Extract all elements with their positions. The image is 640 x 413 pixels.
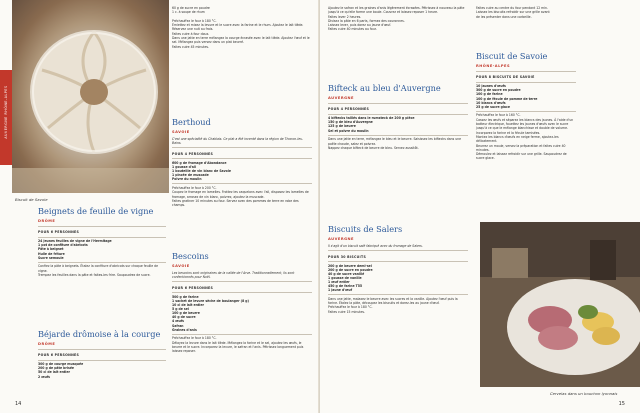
recipe-region: AUVERGNE xyxy=(328,95,355,100)
left-photo-caption: Biscuit de Savoie xyxy=(15,197,48,202)
recipe-title: Berthoud xyxy=(172,117,211,127)
ingredients-list: 300 g de courge musquée 200 g de pâte brisée 50 cl de lait entier 2 œufs xyxy=(38,362,84,379)
recipe-steps: Confiez la pâte à beignets. Étalez la confiture d'abricots sur chaque feuille de vigne. Trempez les feuilles dans la pâte et faites-les frire. Saupoudrez de sucre. xyxy=(38,264,159,277)
recipe-region: SAVOIE xyxy=(172,263,190,268)
recipe-steps: Préchauffez le four à 180 °C. Délayez la levure dans le lait tiède. Mélangez la farine et le sel, ajoutez les œufs, le beurre et le sucre. Incorporez la levure, le safran et l'anis. Pétrissez longuement puis laissez reposer. xyxy=(172,336,304,354)
ingredients-heading: POUR 8 BISCUITS DE SAVOIE xyxy=(476,75,535,80)
recipe-intro: Il s'agit d'un biscuit salé fabriqué avec du fromage de Salers. xyxy=(328,243,423,248)
column-e-top xyxy=(476,6,551,21)
ingredients-list: 500 g de farine 1 sachet de levure sèche de boulanger (8 g) 10 cl de lait entier 5 g de sel 100 g de beurre 40 g de sucre 4 œufs Safran Graines d'anis xyxy=(172,294,249,332)
bejarde-recipe xyxy=(38,330,166,379)
beignets-recipe xyxy=(38,207,166,279)
divider xyxy=(328,103,468,104)
right-page xyxy=(320,0,640,413)
recipe-region: RHÔNE-ALPES xyxy=(476,63,511,68)
biscuit-savoie-recipe xyxy=(476,52,576,163)
ingredients-heading: POUR 6 PERSONNES xyxy=(172,285,214,290)
recipe-steps: Préchauffez le four à 200 °C. Coupez le fromage en lamelles. Frottez les caquelons avec l'ail, disposez les lamelles de fromage, arrosez de vin blanc, poivrez, ajoutez la muscade. Faites gratiner 10 minutes au four. Servez avec des pommes de terre en robe des champs. xyxy=(172,185,309,208)
bifteck-recipe xyxy=(328,84,468,152)
recipe-region: AUVERGNE xyxy=(328,236,355,241)
biscuits-salers-recipe xyxy=(328,225,468,316)
ingredients-heading: POUR 30 BISCUITS xyxy=(328,254,367,259)
divider xyxy=(172,334,312,335)
divider xyxy=(172,183,312,184)
divider xyxy=(476,71,576,72)
divider xyxy=(328,114,468,115)
ingredients-heading: POUR 4 PERSONNES xyxy=(328,107,370,112)
column-c-top xyxy=(328,6,468,34)
recipe-title: Beignets de feuille de vigne xyxy=(38,206,154,216)
divider xyxy=(328,261,468,262)
divider xyxy=(476,82,576,83)
divider xyxy=(172,292,312,293)
berthoud-recipe xyxy=(172,118,312,209)
page-number-left: 14 xyxy=(15,401,22,407)
recipe-title: Bifteck au bleu d'Auvergne xyxy=(328,83,441,93)
divider xyxy=(328,294,468,295)
recipe-title: Biscuits de Salers xyxy=(328,224,403,234)
divider xyxy=(38,237,166,238)
recipe-region: DRÔME xyxy=(38,218,56,223)
ingredients-list: 200 g de beurre demi-sel 200 g de sucre en poudre 40 g de sucre vanillé 1 gousse de vanille 1 œuf entier 450 g de farine T55 1 jaune d'œuf xyxy=(328,263,373,293)
divider xyxy=(172,281,312,282)
ingredients-heading: POUR 4 PERSONNES xyxy=(172,151,214,156)
recipe-title: Béjarde drômoise à la courge xyxy=(38,329,161,339)
column-a-top xyxy=(172,6,312,51)
recipe-steps: Dans une jatte, malaxez le beurre avec les sucres et la vanille. Ajoutez l'œuf puis la farine. Étalez la pâte, découpez les biscuits et dorez-les au jaune d'œuf. Préchauffez le four à 180 °C. Faites cuire 15 minutes. xyxy=(328,296,458,314)
right-photo-caption: Cervelas dans un bouchon lyonnais xyxy=(550,391,618,396)
recipe-region: DRÔME xyxy=(38,341,56,346)
cake-illustration xyxy=(12,0,169,193)
recipe-intro: C'est une spécialité du Chablais. Ce plat a été inventé dans la région de Thonon-les-Bains. xyxy=(172,136,303,146)
divider xyxy=(38,262,166,263)
recipe-title: Biscuit de Savoie xyxy=(476,51,548,61)
cervelas-photo xyxy=(480,222,640,387)
ingredients-list: 10 jaunes d'œufs 300 g de sucre en poudre 100 g de farine 100 g de fécule de pomme de terre 10 blancs d'œufs 25 g de sucre glace xyxy=(476,84,538,109)
side-tab-label: AUVERGNE RHÔNE-ALPES xyxy=(4,85,8,139)
bejarde-continued-text: 60 g de sucre en poudre 1 c. à soupe de rhum Préchauffez le four à 180 °C. Émiettez et mixez la levure et le sucre avec la farine et le rhum. Ajoutez le lait tiède. Réservez une nuit au frais. Faites cuire à four doux. Dans une jatte en terre mélangez la courge écrasée avec le lait tiède. Ajoutez l'œuf et le sel. Mélangez puis versez dans un plat beurré. Faites cuire 45 minutes. xyxy=(172,6,310,49)
cervelas-illustration xyxy=(480,222,640,387)
ingredients-heading: POUR 6 PERSONNES xyxy=(38,230,80,235)
ingredients-list: 4 biftecks taillés dans le rumsteck de 200 g pièce 150 g de bleu d'Auvergne 125 g de beurre Sel et poivre du moulin xyxy=(328,116,415,133)
region-side-tab xyxy=(0,70,12,165)
recipe-intro: Les bescoins sont originaires de la vallée de l'Arve. Traditionnellement, ils sont confectionnés pour Noël. xyxy=(172,270,295,280)
ingredients-list: 600 g de fromage d'Abondance 1 gousse d'ail 1 bouteille de vin blanc de Savoie 1 pincée de muscade Poivre du moulin xyxy=(172,160,231,182)
divider xyxy=(172,158,312,159)
bescoins-recipe xyxy=(172,252,312,356)
divider xyxy=(328,250,468,251)
page-number-right: 15 xyxy=(618,401,625,407)
recipe-steps: Dans une jatte en terre, mélangez le bleu et le beurre. Saisissez les biftecks dans une poêle chaude, salez et poivrez. Nappez chaque bifteck de beurre de bleu. Servez aussitôt. xyxy=(328,137,462,150)
biscuit-de-savoie-photo xyxy=(12,0,169,193)
divider xyxy=(38,349,166,350)
ingredients-list: 24 jeunes feuilles de vigne de l'Hermitage 1 pot de confiture d'abricots Pâte à beignet Huile de friture Sucre semoule xyxy=(38,239,112,260)
divider xyxy=(172,147,312,148)
bescoins-continued-text: Ajoutez le safran et les graines d'anis légèrement écrasées. Pétrissez à nouveau la pâte jusqu'à ce qu'elle forme une boule. Couvrez et laissez reposer 1 heure. Faites lever 2 heures. Divisez la pâte en 6 parts, formez des couronnes. Laissez lever, puis dorez au jaune d'œuf. Faites cuire 40 minutes au four. xyxy=(328,6,465,32)
divider xyxy=(328,135,468,136)
divider xyxy=(476,111,576,112)
recipe-region: SAVOIE xyxy=(172,129,190,134)
recipe-title: Bescoins xyxy=(172,251,209,261)
salers-continued-text: Faites cuire au centre du four pendant 12 min. Laissez les biscuits refroidir sur une grille avant de les présenter dans une corbeille. xyxy=(476,6,550,19)
divider xyxy=(38,226,166,227)
recipe-steps: Préchauffez le four à 160 °C. Cassez les œufs et séparez les blancs des jaunes. À l'aide d'un batteur électrique, fouettez les jaunes d'œufs avec le sucre jusqu'à ce que le mélange blanchisse et double de volume. Incorporez la farine et la fécule tamisées. Montez les blancs d'œufs en neige ferme, ajoutez-les délicatement. Beurrez un moule, versez la préparation et faites cuire 40 minutes. Démoulez et laissez refroidir sur une grille. Saupoudrez de sucre glace. xyxy=(476,113,574,161)
divider xyxy=(38,360,166,361)
ingredients-heading: POUR 6 PERSONNES xyxy=(38,353,80,358)
